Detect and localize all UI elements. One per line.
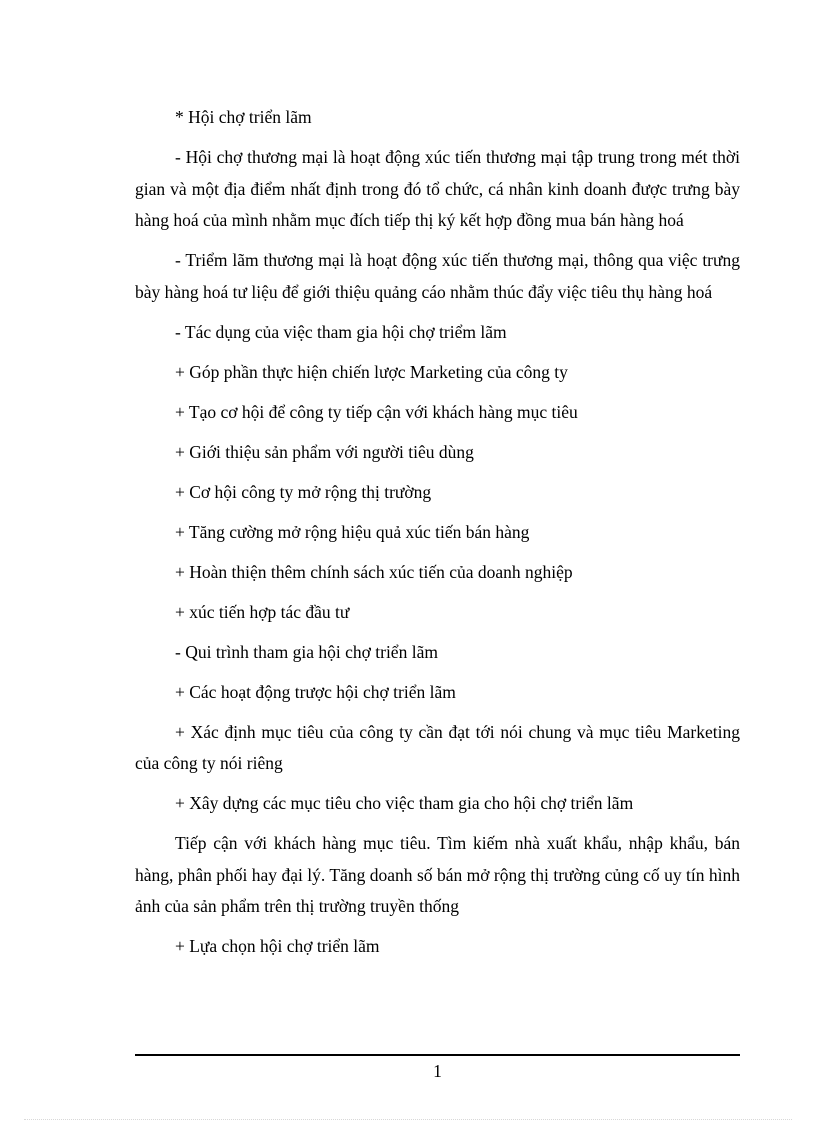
list-item-customer-access: + Tạo cơ hội để công ty tiếp cận với khách hàng mục tiêu bbox=[175, 401, 578, 422]
page-number: 1 bbox=[433, 1061, 442, 1081]
list-item-market-expansion: + Cơ hội công ty mở rộng thị trường bbox=[175, 481, 432, 502]
list-item-pre-fair-activities: + Các hoạt động trược hội chợ triển lãm bbox=[175, 681, 456, 702]
page-body bbox=[135, 102, 740, 971]
list-item-investment-cooperation: + xúc tiến hợp tác đầu tư bbox=[175, 601, 350, 622]
page-bottom-edge bbox=[24, 1119, 792, 1120]
list-item-promotion-policy: + Hoàn thiện thêm chính sách xúc tiến của doanh nghiệp bbox=[175, 561, 573, 582]
list-item-product-introduction: + Giới thiệu sản phẩm với người tiêu dùng bbox=[175, 441, 474, 462]
paragraph-customer-access: Tiếp cận với khách hàng mục tiêu. Tìm kiếm nhà xuất khẩu, nhập khẩu, bán hàng, phân phối hay đại lý. Tăng doanh số bán mở rộng thị trường củng cố uy tín hình ảnh của sản phẩm trên thị trường truyền thống bbox=[135, 833, 740, 916]
paragraph-benefits-heading: - Tác dụng của việc tham gia hội chợ triểm lãm bbox=[175, 321, 507, 342]
paragraph-process-heading: - Qui trình tham gia hội chợ triển lãm bbox=[175, 641, 438, 662]
footer-divider bbox=[135, 1054, 740, 1056]
list-item-marketing-strategy: + Góp phần thực hiện chiến lược Marketing của công ty bbox=[175, 361, 568, 382]
list-item-sales-promotion: + Tăng cường mở rộng hiệu quả xúc tiến bán hàng bbox=[175, 521, 530, 542]
list-item-define-objectives: + Xác định mục tiêu của công ty cần đạt tới nói chung và mục tiêu Marketing của công ty nói riêng bbox=[135, 721, 740, 773]
paragraph-exhibition-definition: - Triểm lãm thương mại là hoạt động xúc tiến thương mại, thông qua việc trưng bày hàng hoá tư liệu để giới thiệu quảng cáo nhằm thúc đẩy việc tiêu thụ hàng hoá bbox=[135, 250, 740, 302]
list-item-build-objectives: + Xây dựng các mục tiêu cho việc tham gia cho hội chợ triển lãm bbox=[175, 793, 634, 813]
paragraph-trade-fair-definition: - Hội chợ thương mại là hoạt động xúc tiến thương mại tập trung trong mét thời gian và một địa điểm nhất định trong đó tổ chức, cá nhân kinh doanh được trưng bày hàng hoá của mình nhằm mục đích tiếp thị ký kết hợp đồng mua bán hàng hoá bbox=[135, 147, 740, 230]
section-heading-trade-fair: * Hội chợ triển lãm bbox=[175, 107, 312, 127]
list-item-select-fair: + Lựa chọn hội chợ triển lãm bbox=[175, 936, 380, 956]
